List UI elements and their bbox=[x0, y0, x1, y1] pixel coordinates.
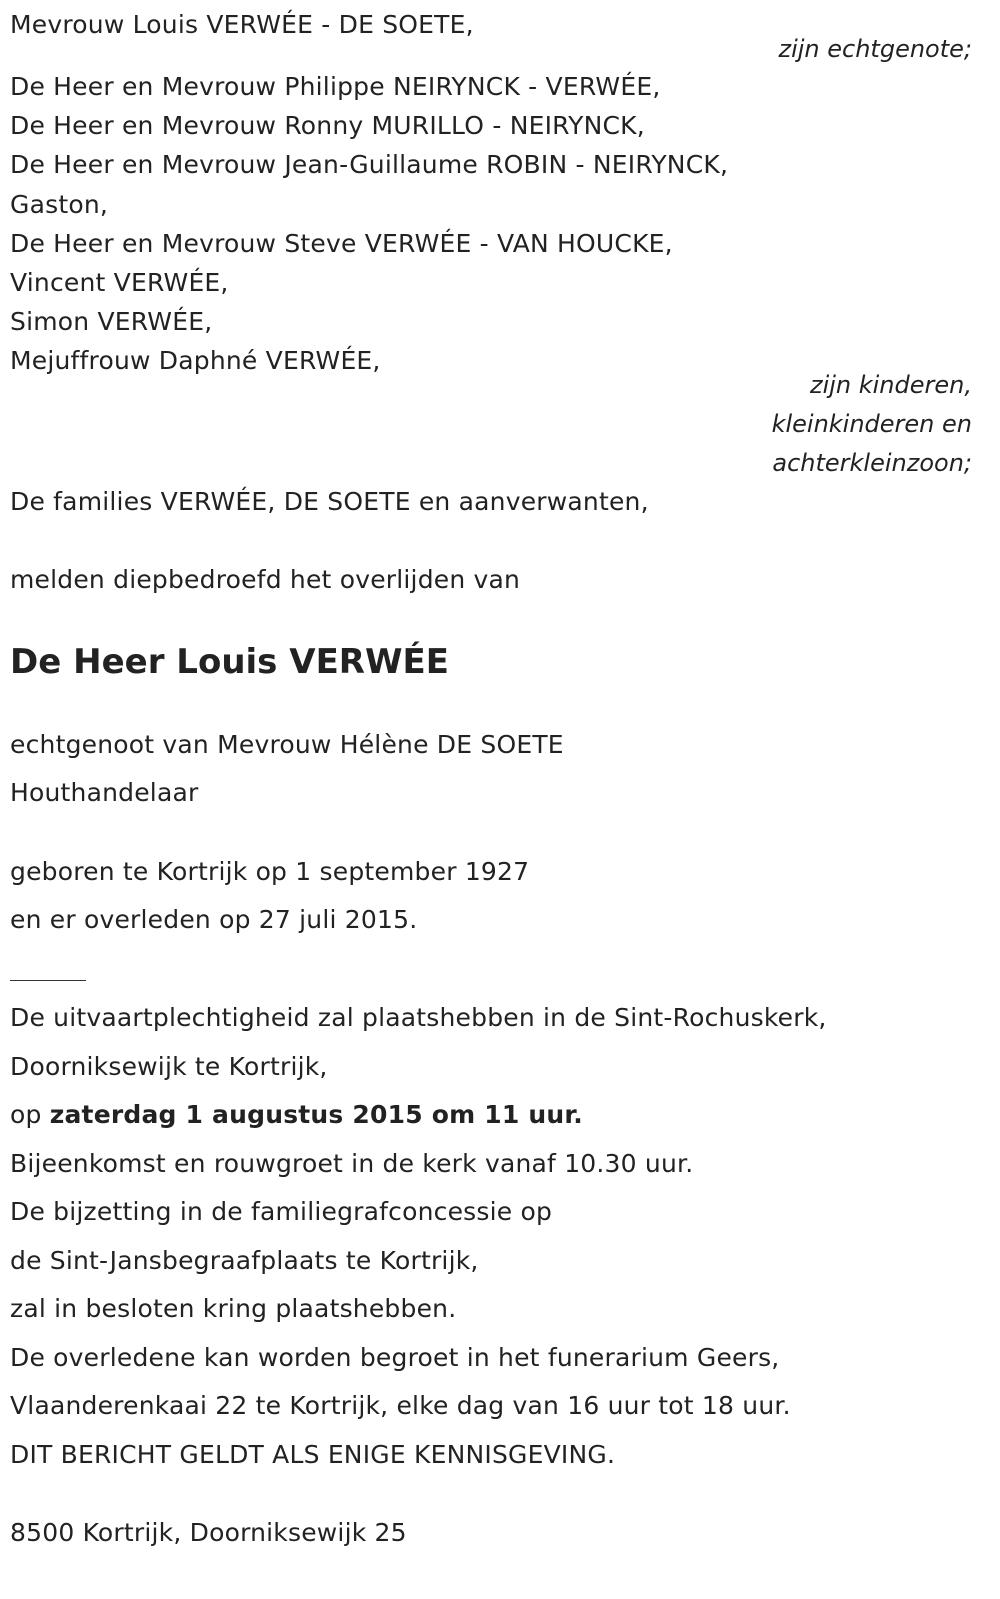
child-line: Mejuffrouw Daphné VERWÉE, bbox=[10, 346, 381, 375]
separator-rule bbox=[10, 980, 86, 981]
funeral-date: zaterdag 1 augustus 2015 om 11 uur. bbox=[49, 1100, 583, 1129]
funeral-date-line bbox=[10, 1100, 583, 1130]
funeral-date-prefix: op bbox=[10, 1100, 50, 1129]
child-line: De Heer en Mevrouw Ronny MURILLO - NEIRYNCK, bbox=[10, 111, 645, 140]
families-line: De families VERWÉE, DE SOETE en aanverwanten, bbox=[10, 487, 649, 516]
funeral-line: De overledene kan worden begroet in het funerarium Geers, bbox=[10, 1343, 780, 1372]
child-line: Vincent VERWÉE, bbox=[10, 268, 229, 297]
child-line: De Heer en Mevrouw Philippe NEIRYNCK - VERWÉE, bbox=[10, 72, 661, 101]
deceased-name: De Heer Louis VERWÉE bbox=[10, 642, 449, 682]
died-line: en er overleden op 27 juli 2015. bbox=[10, 905, 418, 934]
funeral-line: de Sint-Jansbegraafplaats te Kortrijk, bbox=[10, 1246, 479, 1275]
child-line: Simon VERWÉE, bbox=[10, 307, 213, 336]
funeral-line: DIT BERICHT GELDT ALS ENIGE KENNISGEVING. bbox=[10, 1440, 616, 1469]
address-line: 8500 Kortrijk, Doorniksewijk 25 bbox=[10, 1518, 407, 1547]
announcement-line: melden diepbedroefd het overlijden van bbox=[10, 565, 521, 594]
funeral-line: Bijeenkomst en rouwgroet in de kerk vanaf 10.30 uur. bbox=[10, 1149, 694, 1178]
funeral-line: De bijzetting in de familiegrafconcessie op bbox=[10, 1197, 553, 1226]
funeral-line: zal in besloten kring plaatshebben. bbox=[10, 1294, 457, 1323]
spouse-of-line: echtgenoot van Mevrouw Hélène DE SOETE bbox=[10, 730, 564, 759]
funeral-line: Vlaanderenkaai 22 te Kortrijk, elke dag van 16 uur tot 18 uur. bbox=[10, 1391, 791, 1420]
child-line: Gaston, bbox=[10, 190, 109, 219]
funeral-line: De uitvaartplechtigheid zal plaatshebben in de Sint-Rochuskerk, bbox=[10, 1003, 827, 1032]
child-line: De Heer en Mevrouw Steve VERWÉE - VAN HOUCKE, bbox=[10, 229, 673, 258]
spouse-role: zijn echtgenote; bbox=[778, 35, 972, 63]
profession-line: Houthandelaar bbox=[10, 778, 199, 807]
children-role-line: achterkleinzoon; bbox=[772, 449, 972, 477]
children-role-line: zijn kinderen, bbox=[809, 371, 972, 399]
children-role-line: kleinkinderen en bbox=[771, 410, 972, 438]
born-line: geboren te Kortrijk op 1 september 1927 bbox=[10, 857, 530, 886]
spouse-line: Mevrouw Louis VERWÉE - DE SOETE, bbox=[10, 10, 474, 39]
funeral-line: Doorniksewijk te Kortrijk, bbox=[10, 1052, 328, 1081]
child-line: De Heer en Mevrouw Jean-Guillaume ROBIN - NEIRYNCK, bbox=[10, 150, 729, 179]
